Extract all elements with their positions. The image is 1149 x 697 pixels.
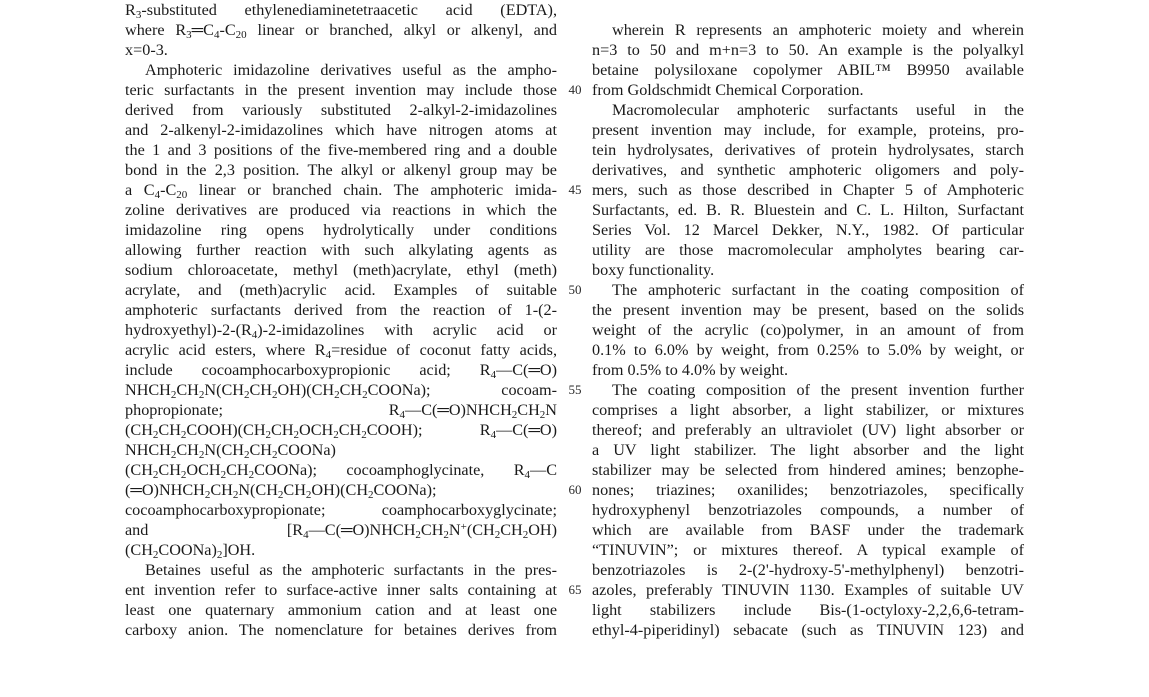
left_column-text-line: where $R_3═C_4-C_{20}$ linear or branched, alkyl or alkenyl, and: [125, 21, 557, 41]
right_column-text-line: utility are those macromolecular ampholytes bearing car-: [592, 241, 1024, 259]
right_column-text-line: The amphoteric surfactant in the coating composition of: [612, 281, 1024, 299]
line-number: 55: [568, 382, 582, 397]
left-text-column: [125, 0, 557, 640]
left_column-text-line: Betaines useful as the amphoteric surfactants in the pres-: [145, 561, 557, 579]
right_column-text-line: Macromolecular amphoteric surfactants useful in the: [612, 101, 1024, 119]
left_column-text-line: zoline derivatives are produced via reactions in which the: [125, 201, 557, 219]
left_column-text-line: and 2-alkenyl-2-imidazolines which have nitrogen atoms at: [125, 121, 557, 139]
right_column-text-line: from 0.5% to 4.0% by weight.: [592, 361, 789, 379]
right_column-text-line: thereof; and preferably an ultraviolet (UV) light absorber or: [592, 421, 1024, 439]
left_column-text-line: derived from variously substituted 2-alkyl-2-imidazolines: [125, 101, 557, 119]
left_column-text-line: $(═O)NHCH_2CH_2N(CH_2CH_2OH)(CH_2COONa)$;: [125, 481, 437, 501]
right_column-text-line: 0.1% to 6.0% by weight, from 0.25% to 5.0% by weight, or: [592, 341, 1024, 359]
right_column-text-line: comprises a light absorber, a light stabilizer, or mixtures: [592, 401, 1024, 419]
left_column-text-line: $NHCH_2CH_2N(CH_2CH_2OH)(CH_2CH_2COONa)$; cocoam-: [125, 381, 557, 401]
right_column-text-line: betaine polysiloxane copolymer ABIL™ B9950 available: [592, 61, 1024, 79]
left_column-text-line: carboxy anion. The nomenclature for betaines derives from: [125, 621, 557, 639]
right_column-text-line: “TINUVIN”; or mixtures thereof. A typical example of: [592, 541, 1024, 559]
right_column-text-line: The coating composition of the present invention further: [612, 381, 1024, 399]
right_column-text-line: from Goldschmidt Chemical Corporation.: [592, 81, 864, 99]
right_column-text-line: boxy functionality.: [592, 261, 715, 279]
left_column-text-line: a $C_4-C_{20}$ linear or branched chain. The amphoteric imida-: [125, 181, 557, 201]
left_column-text-line: x=0-3.: [125, 41, 168, 59]
line-number: 45: [568, 182, 582, 197]
left_column-text-line: Amphoteric imidazoline derivatives useful as the ampho-: [145, 61, 557, 79]
left_column-text-line: teric surfactants in the present invention may include those: [125, 81, 557, 99]
right_column-text-line: hydroxyphenyl benzotriazoles compounds, a number of: [592, 501, 1024, 519]
left_column-text-line: phopropionate; $R_4—C(═O)NHCH_2CH_2N$: [125, 401, 557, 421]
right_column-text-line: Series Vol. 12 Marcel Dekker, N.Y., 1982. Of particular: [592, 221, 1024, 239]
right_column-text-line: weight of the acrylic (co)polymer, in an amount of from: [592, 321, 1024, 339]
left_column-text-line: sodium chloroacetate, methyl (meth)acrylate, ethyl (meth): [125, 261, 557, 279]
left_column-text-line: least one quaternary ammonium cation and at least one: [125, 601, 557, 619]
line-number: 40: [568, 82, 582, 97]
right_column-text-line: a UV light stabilizer. The light absorber and the light: [592, 441, 1024, 459]
right_column-text-line: light stabilizers include Bis-(1-octyloxy-2,2,6,6-tetram-: [592, 601, 1024, 619]
left_column-text-line: ent invention refer to surface-active inner salts containing at: [125, 581, 557, 599]
right_column-text-line: Surfactants, ed. B. R. Bluestein and C. L. Hilton, Surfactant: [592, 201, 1024, 219]
left_column-text-line: allowing further reaction with such alkylating agents as: [125, 241, 557, 259]
right_column-text-line: mers, such as those described in Chapter 5 of Amphoteric: [592, 181, 1024, 199]
right_column-text-line: derivatives, and synthetic amphoteric oligomers and poly-: [592, 161, 1024, 179]
line-number: 50: [568, 282, 582, 297]
left_column-text-line: bond in the 2,3 position. The alkyl or alkenyl group may be: [125, 161, 557, 179]
right_column-text-line: wherein R represents an amphoteric moiety and wherein: [612, 21, 1024, 39]
left_column-text-line: amphoteric surfactants derived from the reaction of 1-(2-: [125, 301, 557, 319]
left_column-text-line: cocoamphocarboxypropionate; coamphocarboxyglycinate;: [125, 501, 557, 519]
line-number: 60: [568, 482, 582, 497]
right_column-text-line: n=3 to 50 and m+n=3 to 50. An example is the polyalkyl: [592, 41, 1024, 59]
right_column-text-line: benzotriazoles is 2-(2'-hydroxy-5'-methylphenyl) benzotri-: [592, 561, 1024, 579]
left_column-text-line: $hydroxyethyl)-2-(R_4)-2$-imidazolines with acrylic acid or: [125, 321, 557, 341]
left_column-text-line: acrylate, and (meth)acrylic acid. Examples of suitable: [125, 281, 557, 299]
right_column-text-line: ethyl-4-piperidinyl) sebacate (such as TINUVIN 123) and: [592, 621, 1024, 639]
right-text-column: [592, 0, 1024, 640]
left_column-text-line: $(CH_2CH_2COOH)(CH_2CH_2OCH_2CH_2COOH)$; $R_4—C(═O)$: [125, 421, 557, 441]
right_column-text-line: tein hydrolysates, derivatives of protein hydrolysates, starch: [592, 141, 1024, 159]
left_column-text-line: include cocoamphocarboxypropionic acid; $R_4—C(═O)$: [125, 361, 557, 381]
left_column-text-line: $(CH_2CH_2OCH_2CH_2COONa)$; cocoamphoglycinate, $R_4—C$: [125, 461, 557, 481]
left_column-text-line: and [$R_4—C(═O)NHCH_2CH_2N^+(CH_2CH_2OH)$: [125, 521, 557, 541]
right_column-text-line: present invention may include, for example, proteins, pro-: [592, 121, 1024, 139]
right_column-text-line: which are available from BASF under the trademark: [592, 521, 1024, 539]
left_column-text-line: the 1 and 3 positions of the five-membered ring and a double: [125, 141, 557, 159]
right_column-text-line: the present invention may be present, based on the solids: [592, 301, 1024, 319]
right_column-text-line: azoles, preferably TINUVIN 1130. Examples of suitable UV: [592, 581, 1024, 599]
right_column-text-line: stabilizer may be selected from hindered amines; benzophe-: [592, 461, 1024, 479]
line-number: 65: [568, 582, 582, 597]
left_column-text-line: $R_3$-substituted ethylenediaminetetraacetic acid (EDTA),: [125, 1, 557, 21]
left_column-text-line: acrylic acid esters, where $R_4=residue$ of coconut fatty acids,: [125, 341, 557, 361]
right_column-text-line: nones; triazines; oxanilides; benzotriazoles, specifically: [592, 481, 1024, 499]
left_column-text-line: $NHCH_2CH_2N(CH_2CH_2COONa)$: [125, 441, 336, 461]
right_column-text-line: [592, 0, 1024, 20]
left_column-text-line: imidazoline ring opens hydrolytically under conditions: [125, 221, 557, 239]
left_column-text-line: $(CH_2COONa)_2]OH$.: [125, 541, 256, 561]
